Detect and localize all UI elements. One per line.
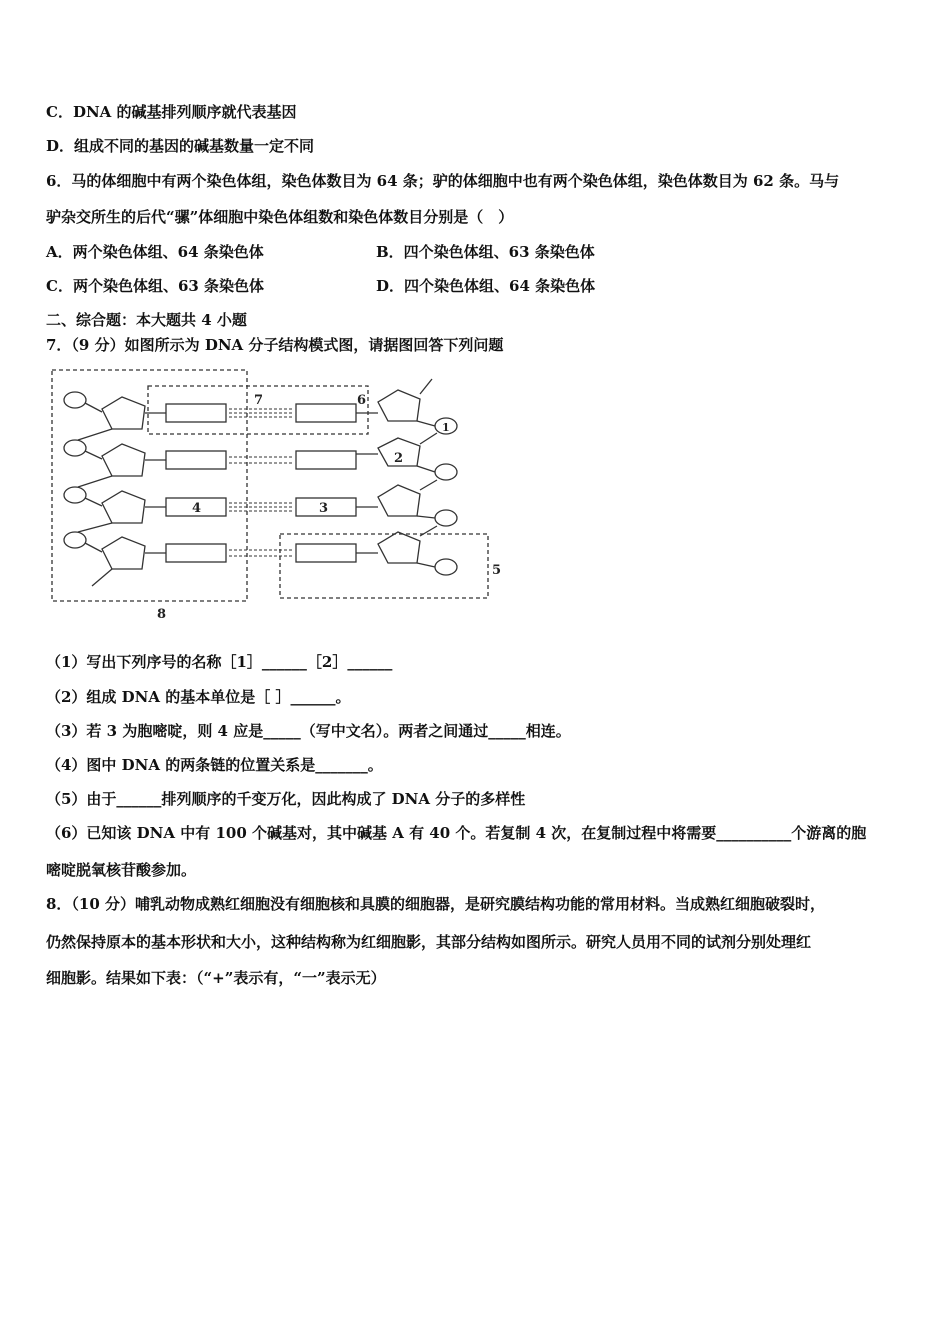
sugar-left-4 xyxy=(102,537,145,569)
q6-option-a: A．两个染色体组、64 条染色体 xyxy=(46,243,264,261)
sugar-left-3 xyxy=(102,491,145,523)
phosphate-left-1 xyxy=(64,392,86,408)
label-1: 1 xyxy=(442,421,450,434)
q6-option-d: D．四个染色体组、64 条染色体 xyxy=(376,277,596,295)
label-8: 8 xyxy=(157,607,167,622)
base-right-1 xyxy=(296,404,356,422)
q6-stem-line1: 6．马的体细胞中有两个染色体组，染色体数目为 64 条；驴的体细胞中也有两个染色体组，染色体数目为 62 条。马与 xyxy=(46,172,840,190)
q7-sub4: （4）图中 DNA 的两条链的位置关系是_______。 xyxy=(46,756,383,774)
label-4: 4 xyxy=(192,501,202,516)
q5-option-d: D．组成不同的基因的碱基数量一定不同 xyxy=(46,137,315,155)
phosphate-right-4 xyxy=(435,559,457,575)
section-title: 二、综合题：本大题共 4 小题 xyxy=(46,311,247,329)
q7-sub5: （5）由于______排列顺序的千变万化，因此构成了 DNA 分子的多样性 xyxy=(46,790,526,808)
sugar-left-2 xyxy=(102,444,145,476)
label-2: 2 xyxy=(394,451,404,466)
phosphate-left-3 xyxy=(64,487,86,503)
label-6: 6 xyxy=(357,393,367,408)
base-left-4 xyxy=(166,544,226,562)
q8-stem-line1: 8．（10 分）哺乳动物成熟红细胞没有细胞核和具膜的细胞器，是研究膜结构功能的常用材料。当成熟红细胞破裂时， xyxy=(46,895,826,913)
phosphate-left-2 xyxy=(64,440,86,456)
phosphate-right-3 xyxy=(435,510,457,526)
q6-option-c: C．两个染色体组、63 条染色体 xyxy=(46,277,265,295)
sugar-right-1 xyxy=(378,390,420,421)
q7-sub1: （1）写出下列序号的名称［1］______［2］______ xyxy=(46,653,393,671)
q5-option-c: C．DNA 的碱基排列顺序就代表基因 xyxy=(46,103,297,121)
base-right-4 xyxy=(296,544,356,562)
q7-sub6-line2: 嘧啶脱氧核苷酸参加。 xyxy=(46,861,197,879)
q6-stem-line2: 驴杂交所生的后代“骡”体细胞中染色体组数和染色体数目分别是（ ） xyxy=(46,208,514,226)
q7-sub2: （2）组成 DNA 的基本单位是［ ］______。 xyxy=(46,688,351,706)
label-3: 3 xyxy=(319,501,329,516)
q8-stem-line2: 仍然保持原本的基本形状和大小，这种结构称为红细胞影，其部分结构如图所示。研究人员用不同的试剂分别处理红 xyxy=(46,933,812,951)
q6-option-b: B．四个染色体组、63 条染色体 xyxy=(376,243,595,261)
sugar-right-4 xyxy=(378,532,420,563)
q7-sub3: （3）若 3 为胞嘧啶，则 4 应是_____（写中文名）。两者之间通过_____相连。 xyxy=(46,722,571,740)
sugar-right-3 xyxy=(378,485,420,516)
q8-stem-line3: 细胞影。结果如下表：（“+”表示有，“一”表示无） xyxy=(46,969,386,987)
base-right-2 xyxy=(296,451,356,469)
label-7: 7 xyxy=(254,393,264,408)
label-5: 5 xyxy=(492,563,502,578)
q7-stem: 7．（9 分）如图所示为 DNA 分子结构模式图，请据图回答下列问题 xyxy=(46,336,504,354)
base-left-1 xyxy=(166,404,226,422)
sugar-left-1 xyxy=(102,397,145,429)
base-left-2 xyxy=(166,451,226,469)
q7-sub6-line1: （6）已知该 DNA 中有 100 个碱基对，其中碱基 A 有 40 个。若复制 4 次，在复制过程中将需要__________个游离的胞 xyxy=(46,824,867,842)
phosphate-left-4 xyxy=(64,532,86,548)
dna-structure-diagram xyxy=(46,366,516,624)
phosphate-right-2 xyxy=(435,464,457,480)
